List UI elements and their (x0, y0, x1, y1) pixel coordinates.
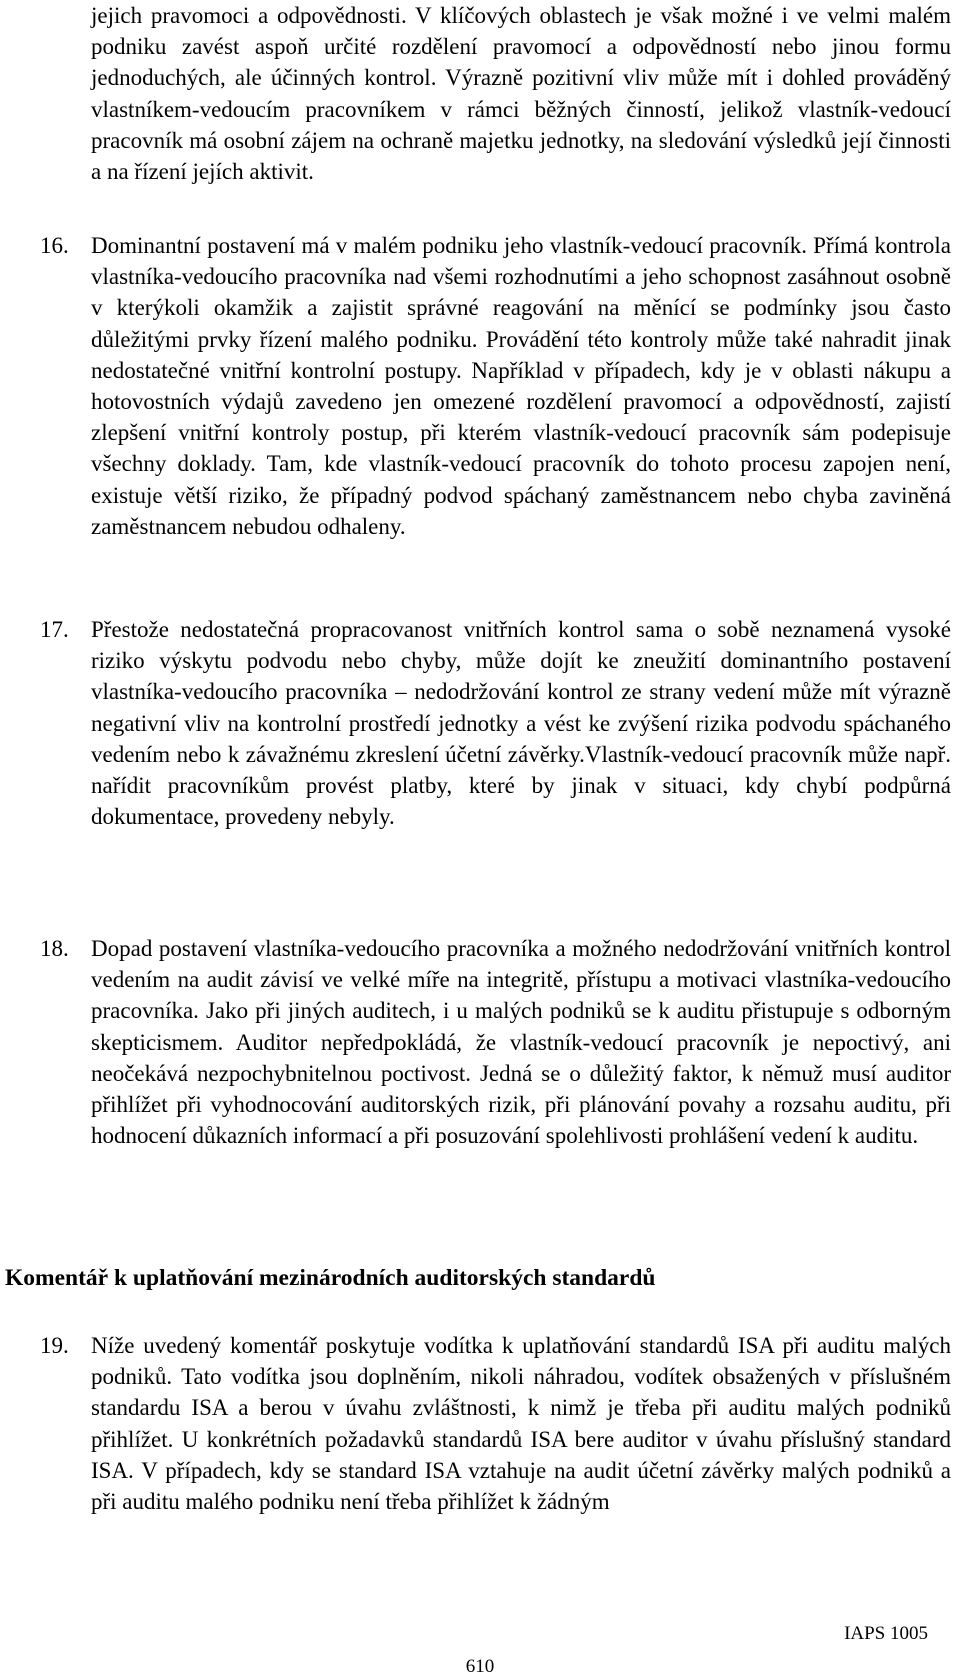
paragraph-number: 18. (40, 936, 69, 961)
paragraph-text: Dominantní postavení má v malém podniku jeho vlastník-vedoucí pracovník. Přímá kontrola vlastníka-vedoucího pracovníka nad všemi rozhodnutími a jeho schopnost zasáhnout osobně v kterýkoli okamžik a zajistit správné reagování na měnící se podmínky jsou často důležitými prvky řízení malého podniku. Provádění této kontroly může také nahradit jinak nedostatečné vnitřní kontrolní postupy. Například v případech, kdy je v oblasti nákupu a hotovostních výdajů zavedeno jen omezené rozdělení pravomocí a odpovědností, zajistí zlepšení vnitřní kontroly postup, při kterém vlastník-vedoucí pracovník sám podepisuje všechny doklady. Tam, kde vlastník-vedoucí pracovník do tohoto procesu zapojen není, existuje větší riziko, že případný podvod spáchaný zaměstnancem nebo chyba zaviněná zaměstnancem nebudou odhaleny. (91, 233, 951, 539)
intro-paragraph: jejich pravomoci a odpovědnosti. V klíčových oblastech je však možné i ve velmi malém podniku zavést aspoň určité rozdělení pravomocí a odpovědností nebo jinou formu jednoduchých, ale účinných kontrol. Výrazně pozitivní vliv může mít i dohled prováděný vlastníkem-vedoucím pracovníkem v rámci běžných činností, jelikož vlastník-vedoucí pracovník má osobní zájem na ochraně majetku jednotky, na sledování výsledků její činnosti a na řízení jejích aktivit. (91, 3, 951, 185)
paragraph-18 (40, 933, 951, 1151)
document-code: IAPS 1005 (844, 1623, 928, 1644)
paragraph-16 (40, 230, 951, 542)
section-heading: Komentář k uplatňování mezinárodních auditorských standardů (5, 1265, 656, 1291)
paragraph-text: Níže uvedený komentář poskytuje vodítka k uplatňování standardů ISA při auditu malých podniků. Tato vodítka jsou doplněním, nikoli náhradou, vodítek obsažených v příslušném standardu ISA a berou v úvahu zvláštnosti, k nimž je třeba při auditu malých podniků přihlížet. U konkrétních požadavků standardů ISA bere auditor v úvahu příslušný standard ISA. V případech, kdy se standard ISA vztahuje na audit účetní závěrky malých podniků a při auditu malého podniku není třeba přihlížet k žádným (91, 1333, 951, 1515)
paragraph-number: 16. (40, 233, 69, 258)
paragraph-number: 17. (40, 617, 69, 642)
paragraph-number: 19. (40, 1333, 69, 1358)
paragraph-19 (40, 1330, 951, 1517)
page-number: 610 (465, 1656, 495, 1677)
paragraph-text: Dopad postavení vlastníka-vedoucího pracovníka a možného nedodržování vnitřních kontrol vedením na audit závisí ve velké míře na integritě, přístupu a motivaci vlastníka-vedoucího pracovníka. Jako při jiných auditech, i u malých podniků se k auditu přistupuje s odborným skepticismem. Auditor nepředpokládá, že vlastník-vedoucí pracovník je nepoctivý, ani neočekává nezpochybnitelnou poctivost. Jedná se o důležitý faktor, k němuž musí auditor přihlížet při vyhodnocování auditorských rizik, při plánování povahy a rozsahu auditu, při hodnocení důkazních informací a při posuzování spolehlivosti prohlášení vedení k auditu. (91, 936, 951, 1149)
paragraph-17 (40, 614, 951, 832)
paragraph-text: Přestože nedostatečná propracovanost vnitřních kontrol sama o sobě neznamená vysoké riziko výskytu podvodu nebo chyby, může dojít ke zneužití dominantního postavení vlastníka-vedoucího pracovníka – nedodržování kontrol ze strany vedení může mít výrazně negativní vliv na kontrolní prostředí jednotky a vést ke zvýšení rizika podvodu spáchaného vedením nebo k závažnému zkreslení účetní závěrky.Vlastník-vedoucí pracovník může např. nařídit pracovníkům provést platby, které by jinak v situaci, kdy chybí podpůrná dokumentace, provedeny nebyly. (91, 617, 951, 830)
